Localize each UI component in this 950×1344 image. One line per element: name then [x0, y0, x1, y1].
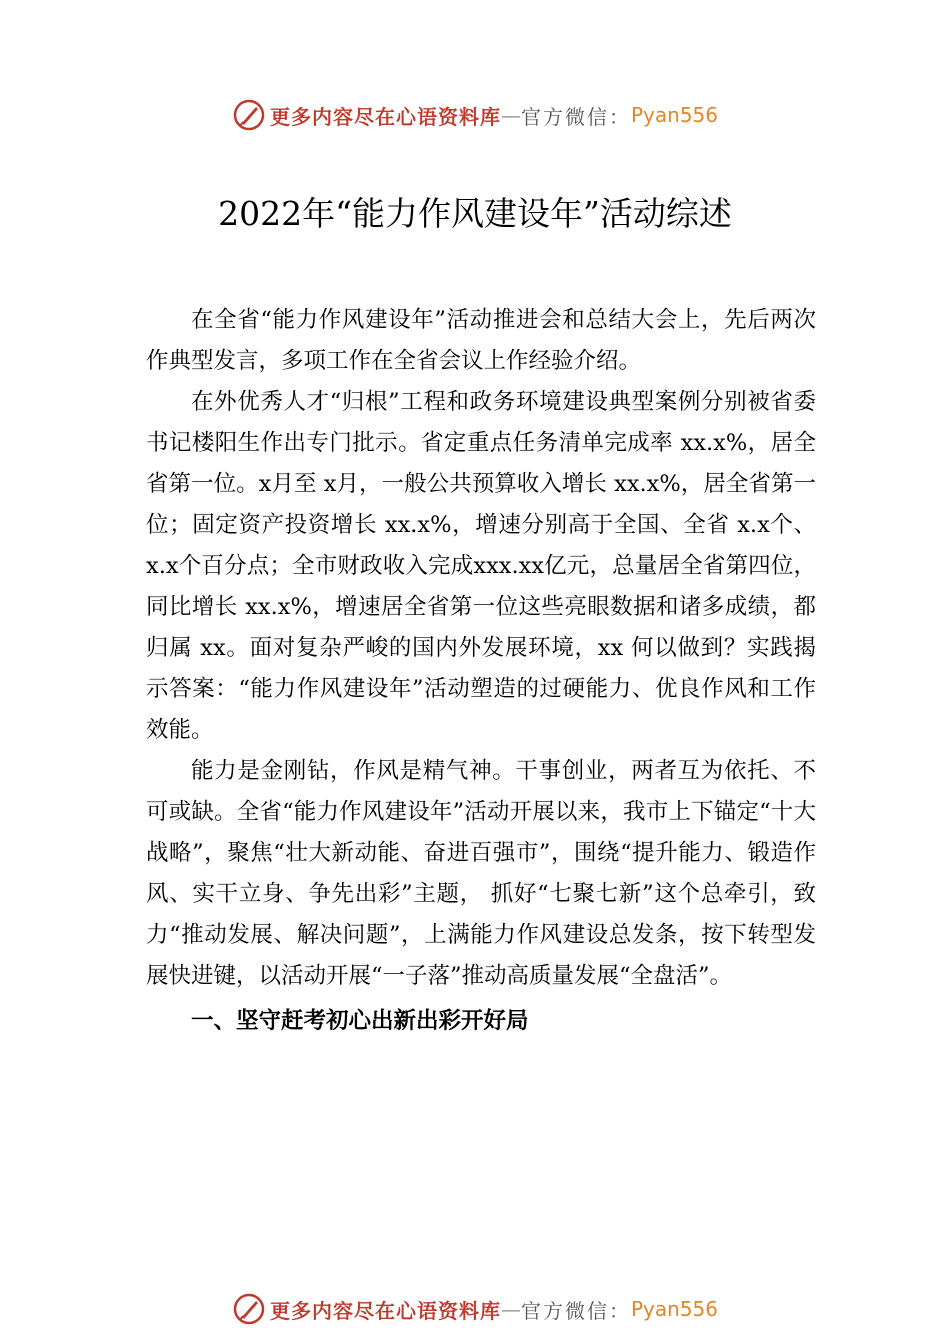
quill-logo-icon — [232, 98, 266, 132]
banner-wechat-id: Pyan556 — [630, 1297, 718, 1321]
paragraph-3: 能力是金刚钻，作风是精气神。干事创业，两者互为依托、不可或缺。全省“能力作风建设年”活动开展以来，我市上下锚定“十大战略”，聚焦“壮大新动能、奋进百强市”，围绕“提升能力、锻造作风、实干立身、争先出彩”主题， 抓好“七聚七新”这个总牵引，致力“推动发展、解决问题”，上满能力作风建设总发条，按下转型发展快进键，以活动开展“一子落”推动高质量发展“全盘活”。 — [146, 758, 816, 989]
quill-logo-icon — [232, 1292, 266, 1326]
banner-wechat-label: 官方微信： — [520, 104, 631, 129]
footer-banner — [0, 1289, 950, 1329]
document-body — [146, 300, 816, 1042]
banner-wechat-label: 官方微信： — [520, 1298, 631, 1323]
banner-dash: — — [500, 103, 521, 127]
paragraph-1: 在全省“能力作风建设年”活动推进会和总结大会上，先后两次作典型发言，多项工作在全省会议上作经验介绍。 — [146, 307, 816, 374]
paragraph-2: 在外优秀人才“归根”工程和政务环境建设典型案例分别被省委书记楼阳生作出专门批示。省定重点任务清单完成率 xx.x%，居全省第一位。x月至 x月，一般公共预算收入增长 xx.x%，居全省第一位；固定资产投资增长 xx.x%，增速分别高于全国、全省 x.x个、x.x个百分点；全市财政收入完成xxx.xx亿元，总量居全省第四位，同比增长 xx.x%，增速居全省第一位这些亮眼数据和诸多成绩，都归属 xx。面对复杂严峻的国内外发展环境，xx 何以做到？实践揭示答案：“能力作风建设年”活动塑造的过硬能力、优良作风和工作效能。 — [146, 389, 816, 743]
banner-dash: — — [500, 1297, 521, 1321]
banner-site-name: 更多内容尽在心语资料库 — [269, 1298, 501, 1323]
section-heading: 一、坚守赶考初心出新出彩开好局 — [191, 1008, 529, 1034]
banner-site-name: 更多内容尽在心语资料库 — [269, 104, 501, 129]
header-banner — [0, 95, 950, 135]
document-title: 2022年“能力作风建设年”活动综述 — [218, 194, 732, 233]
banner-wechat-id: Pyan556 — [630, 103, 718, 127]
